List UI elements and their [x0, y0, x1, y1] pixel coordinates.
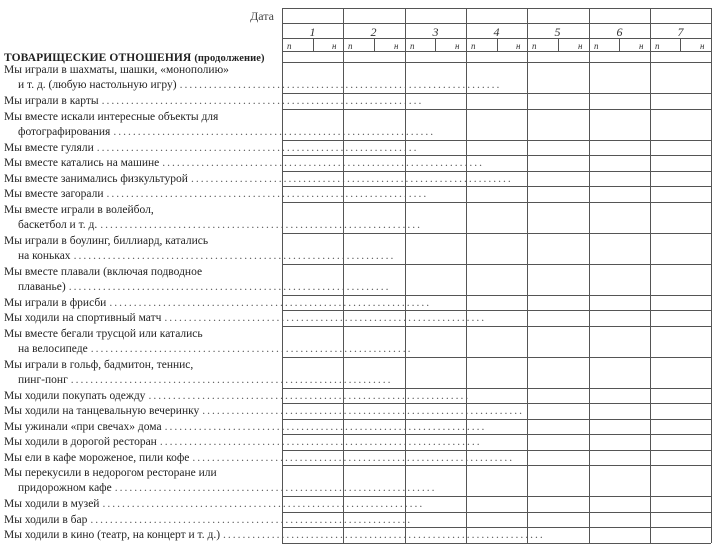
activity-text: и т. д. (любую настольную игру) [18, 79, 177, 91]
activity-label-line [4, 172, 513, 187]
activity-row-label [4, 435, 482, 450]
activity-label-line [4, 327, 272, 342]
leader-dots: .................................................................. [202, 405, 525, 417]
activity-text: Мы ходили в кино (театр, на концерт и т. д.) [4, 529, 221, 541]
leader-dots: .................................................................. [106, 188, 429, 200]
activity-label-line [4, 234, 272, 249]
sub-label-n: н [455, 41, 460, 51]
leader-dots: .................................................................. [102, 498, 425, 510]
activity-text: Мы вместе плавали (включая подводное [4, 265, 203, 278]
column-rule [650, 8, 651, 543]
leader-dots: .................................................................. [96, 141, 419, 154]
sub-label-p: п [410, 41, 415, 51]
sub-label-p: п [471, 41, 476, 51]
activity-text: Мы ели в кафе мороженое, пили кофе [4, 451, 190, 464]
activity-label-line [4, 125, 436, 140]
day-column-number: 4 [493, 25, 500, 39]
leader-dots: .................................................................. [159, 436, 482, 448]
activity-text: Мы играли в фрисби [4, 296, 107, 309]
day-column-number: 3 [432, 25, 439, 39]
leader-dots: .................................................................. [148, 389, 471, 402]
leader-dots: .................................................................. [70, 373, 393, 386]
activity-label-line [4, 265, 272, 280]
activity-text: Мы вместе гуляли [4, 141, 94, 154]
activity-text: Мы вместе занимались физкультурой [4, 172, 188, 185]
activity-label-line [4, 481, 437, 496]
activity-text: Мы играли в гольф, бадмитон, теннис, [4, 358, 194, 371]
activity-row-label [4, 420, 487, 435]
activity-text: Мы вместе искали интересные объекты для [4, 110, 219, 123]
sub-label-n: н [578, 41, 583, 51]
activity-row-label [4, 265, 391, 295]
activity-text: Мы ходили в музей [4, 498, 100, 510]
activity-row-label [4, 141, 419, 156]
activity-label-line [4, 63, 272, 78]
activity-text: придорожном кафе [18, 482, 112, 494]
column-rule [527, 8, 528, 543]
leader-dots: .................................................................. [101, 95, 424, 107]
leader-dots: .................................................................. [164, 420, 487, 433]
activity-text: Мы ходили на спортивный матч [4, 312, 162, 324]
sub-label-n: н [516, 41, 521, 51]
activity-text: плаванье) [18, 280, 66, 293]
activity-label-line [4, 528, 545, 543]
activity-label-line [4, 389, 471, 404]
leader-dots: .................................................................. [190, 172, 513, 185]
leader-dots: .................................................................. [90, 342, 413, 355]
activity-row-label [4, 358, 393, 388]
activity-row-label [4, 497, 425, 512]
activity-label-line [4, 497, 425, 512]
section-subtitle: (продолжение) [194, 53, 265, 64]
activity-text: Мы вместе играли в волейбол, [4, 203, 154, 216]
leader-dots: .................................................................. [164, 312, 487, 324]
activity-row-label [4, 451, 515, 466]
row-rule [282, 264, 711, 265]
sub-label-p: п [532, 41, 537, 51]
activity-label-line [4, 342, 413, 357]
activity-text: Мы играли в шахматы, шашки, «монополию» [4, 64, 229, 76]
activity-text: на коньках [18, 249, 71, 262]
activity-label-line [4, 203, 272, 218]
sub-label-n: н [639, 41, 644, 51]
leader-dots: .................................................................. [179, 79, 502, 91]
activity-text: Мы вместе бегали трусцой или катались [4, 327, 203, 340]
activity-row-label [4, 404, 525, 419]
day-column-number: 6 [616, 25, 623, 39]
activity-text: Мы вместе загорали [4, 188, 104, 200]
activity-row-label [4, 156, 484, 171]
activity-text: Мы вместе катались на машине [4, 157, 160, 169]
sub-label-p: п [287, 41, 292, 51]
activity-row-label [4, 327, 413, 357]
column-rule [589, 8, 590, 543]
leader-dots: .................................................................. [68, 280, 391, 293]
row-rule [282, 202, 711, 203]
activity-label-line [4, 513, 413, 528]
activity-row-label [4, 172, 513, 187]
activity-label-line [4, 466, 272, 481]
activity-row-label [4, 187, 429, 202]
row-rule [282, 357, 711, 358]
activity-row-label [4, 63, 502, 93]
activity-row-label [4, 528, 545, 543]
activity-label-line [4, 187, 429, 202]
activity-label-line [4, 311, 487, 326]
day-column-number: 1 [309, 25, 316, 39]
row-rule [282, 326, 711, 327]
sub-label-n: н [700, 41, 705, 51]
activity-text: фотографирования [18, 125, 111, 138]
sub-label-n: н [332, 41, 337, 51]
activity-label-line [4, 358, 272, 373]
activity-text: Мы перекусили в недорогом ресторане или [4, 467, 217, 479]
row-rule [282, 233, 711, 234]
sub-label-p: п [348, 41, 353, 51]
leader-dots: .................................................................. [114, 482, 437, 494]
activity-row-label [4, 110, 436, 140]
activity-text: Мы играли в боулинг, биллиард, катались [4, 234, 209, 247]
leader-dots: .................................................................. [100, 218, 422, 231]
day-column-number: 2 [370, 25, 377, 39]
activity-label-line [4, 451, 515, 466]
column-rule [711, 8, 712, 543]
activity-label-line [4, 141, 419, 156]
activity-row-label [4, 203, 422, 233]
day-column-number: 5 [554, 25, 561, 39]
sub-label-p: п [655, 41, 660, 51]
leader-dots: .................................................................. [109, 296, 432, 309]
activity-row-label [4, 296, 432, 311]
leader-dots: .................................................................. [162, 157, 484, 169]
leader-dots: .................................................................. [192, 451, 515, 464]
activity-label-line [4, 404, 525, 419]
activity-label-line [4, 78, 502, 93]
activity-label-line [4, 249, 396, 264]
header-rule [282, 8, 711, 9]
activity-text: баскетбол и т. д. [18, 218, 98, 231]
activity-label-line [4, 110, 272, 125]
activity-row-label [4, 311, 487, 326]
activity-row-label [4, 466, 437, 496]
sub-label-n: н [394, 41, 399, 51]
leader-dots: .................................................................. [223, 529, 545, 541]
activity-label-line [4, 156, 484, 171]
leader-dots: .................................................................. [73, 249, 396, 262]
section-title-text: ТОВАРИЩЕСКИЕ ОТНОШЕНИЯ [4, 52, 192, 64]
day-column-number: 7 [677, 25, 684, 39]
activity-label-line [4, 94, 424, 109]
activity-row-label [4, 94, 424, 109]
date-label: Дата [250, 9, 274, 23]
row-rule [282, 62, 711, 63]
activity-text: пинг-понг [18, 373, 68, 386]
activity-text: Мы ходили на танцевальную вечеринку [4, 405, 200, 417]
header-rule [282, 23, 711, 24]
row-rule [282, 109, 711, 110]
activity-text: Мы играли в карты [4, 95, 99, 107]
activity-text: Мы ужинали «при свечах» дома [4, 420, 162, 433]
activity-text: Мы ходили покупать одежду [4, 389, 146, 402]
activity-label-line [4, 420, 487, 435]
activity-row-label [4, 513, 413, 528]
activity-row-label [4, 389, 471, 404]
leader-dots: .................................................................. [113, 125, 436, 138]
activity-label-line [4, 280, 391, 295]
activity-label-line [4, 435, 482, 450]
activity-label-line [4, 373, 393, 388]
activity-text: Мы ходили в бар [4, 513, 88, 526]
activity-text: на велосипеде [18, 342, 88, 355]
activity-label-line [4, 218, 422, 233]
activity-text: Мы ходили в дорогой ресторан [4, 436, 157, 448]
leader-dots: .................................................................. [90, 513, 413, 526]
activity-label-line [4, 296, 432, 311]
activity-row-label [4, 234, 396, 264]
header-rule [282, 51, 711, 52]
sub-label-p: п [594, 41, 599, 51]
